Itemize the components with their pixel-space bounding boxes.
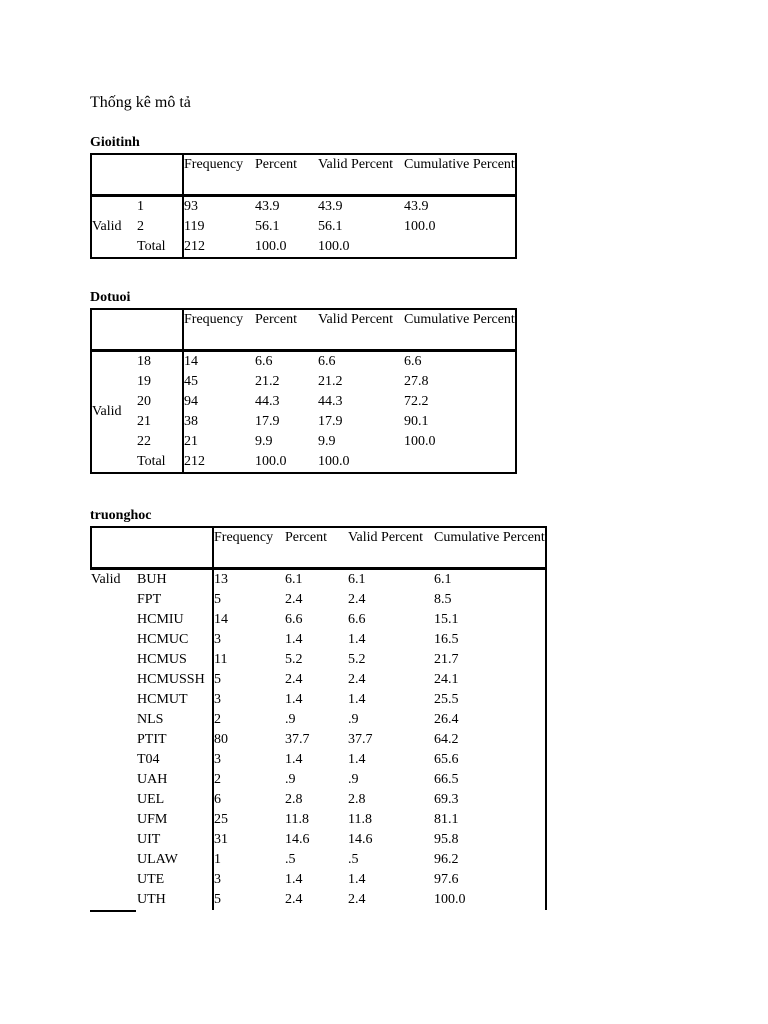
table-row-total bbox=[91, 452, 516, 473]
frequency-table-gioitinh bbox=[90, 153, 517, 259]
table-row bbox=[91, 670, 546, 690]
cell-percent: 1.4 bbox=[285, 692, 303, 707]
header-frequency: Frequency bbox=[183, 154, 255, 196]
cell-frequency: 13 bbox=[213, 569, 285, 591]
table-row bbox=[91, 610, 546, 630]
row-label: 2 bbox=[137, 219, 144, 234]
table-row bbox=[91, 850, 546, 870]
cell-frequency: 212 bbox=[183, 452, 255, 473]
table-row bbox=[91, 730, 546, 750]
header-valid-percent: Valid Percent bbox=[348, 527, 434, 569]
cell-cumulative-percent: 64.2 bbox=[434, 732, 459, 747]
cell-percent: 56.1 bbox=[255, 219, 280, 234]
cell-cumulative-percent: 8.5 bbox=[434, 592, 452, 607]
cell-cumulative-percent: 81.1 bbox=[434, 812, 459, 827]
table-header-row bbox=[91, 309, 516, 351]
table-row bbox=[91, 217, 516, 237]
row-label: Total bbox=[137, 239, 166, 254]
cell-percent: .9 bbox=[285, 772, 296, 787]
cell-frequency: 11 bbox=[213, 650, 285, 670]
cell-frequency: 14 bbox=[183, 351, 255, 373]
header-cumulative-percent: Cumulative Percent bbox=[434, 527, 546, 569]
cell-percent: 6.1 bbox=[285, 572, 303, 587]
cell-cumulative-percent: 25.5 bbox=[434, 692, 459, 707]
cell-cumulative-percent: 72.2 bbox=[404, 394, 429, 409]
cell-cumulative-percent: 27.8 bbox=[404, 374, 429, 389]
row-label: UIT bbox=[137, 832, 161, 847]
cell-cumulative-percent: 97.6 bbox=[434, 872, 459, 887]
table-row bbox=[91, 810, 546, 830]
cell-percent: 2.4 bbox=[285, 592, 303, 607]
cell-cumulative-percent: 6.6 bbox=[404, 354, 422, 369]
row-label: HCMUSSH bbox=[137, 672, 205, 687]
cell-frequency: 3 bbox=[213, 750, 285, 770]
cell-cumulative-percent bbox=[404, 452, 516, 473]
table-title-gioitinh: Gioitinh bbox=[90, 135, 140, 150]
row-label: NLS bbox=[137, 712, 164, 727]
table-row bbox=[91, 569, 546, 591]
cell-valid-percent: 1.4 bbox=[348, 692, 366, 707]
cell-cumulative-percent: 26.4 bbox=[434, 712, 459, 727]
cell-frequency: 3 bbox=[213, 870, 285, 890]
cell-percent: 1.4 bbox=[285, 872, 303, 887]
table-row bbox=[91, 372, 516, 392]
cell-frequency: 14 bbox=[213, 610, 285, 630]
table-row bbox=[91, 590, 546, 610]
table-row bbox=[91, 870, 546, 890]
cell-percent: 43.9 bbox=[255, 199, 280, 214]
row-label: T04 bbox=[137, 752, 160, 767]
cell-cumulative-percent: 16.5 bbox=[434, 632, 459, 647]
group-label: Valid bbox=[92, 404, 122, 419]
row-label: 22 bbox=[137, 434, 151, 449]
cell-valid-percent: 17.9 bbox=[318, 414, 343, 429]
cell-valid-percent: 9.9 bbox=[318, 434, 336, 449]
cell-valid-percent: 37.7 bbox=[348, 732, 373, 747]
row-label: UAH bbox=[137, 772, 168, 787]
cell-valid-percent: 1.4 bbox=[348, 752, 366, 767]
cell-cumulative-percent: 21.7 bbox=[434, 652, 459, 667]
cell-cumulative-percent: 100.0 bbox=[434, 892, 466, 907]
cell-percent: 100.0 bbox=[255, 454, 287, 469]
row-label: UFM bbox=[137, 812, 168, 827]
group-label: Valid bbox=[92, 219, 122, 234]
table-title-truonghoc: truonghoc bbox=[90, 508, 152, 523]
cell-cumulative-percent: 90.1 bbox=[404, 414, 429, 429]
cell-valid-percent: 100.0 bbox=[318, 454, 350, 469]
table-row bbox=[91, 790, 546, 810]
cell-valid-percent: 43.9 bbox=[318, 199, 343, 214]
row-label: ULAW bbox=[137, 852, 178, 867]
cell-frequency: 25 bbox=[213, 810, 285, 830]
table-row bbox=[91, 630, 546, 650]
header-valid-percent: Valid Percent bbox=[318, 154, 404, 196]
cell-frequency: 2 bbox=[213, 710, 285, 730]
table-row bbox=[91, 750, 546, 770]
table-title-dotuoi: Dotuoi bbox=[90, 290, 131, 305]
cell-valid-percent: 1.4 bbox=[348, 872, 366, 887]
cell-frequency: 93 bbox=[183, 196, 255, 218]
row-label: UTE bbox=[137, 872, 165, 887]
cell-valid-percent: 11.8 bbox=[348, 812, 372, 827]
cell-valid-percent: 2.4 bbox=[348, 672, 366, 687]
cell-frequency: 3 bbox=[213, 690, 285, 710]
cell-cumulative-percent: 6.1 bbox=[434, 572, 452, 587]
cell-percent: 5.2 bbox=[285, 652, 303, 667]
cell-valid-percent: 1.4 bbox=[348, 632, 366, 647]
cell-percent: .9 bbox=[285, 712, 296, 727]
header-percent: Percent bbox=[285, 527, 348, 569]
cell-frequency: 5 bbox=[213, 590, 285, 610]
header-cumulative-percent: Cumulative Percent bbox=[404, 309, 516, 351]
cell-percent: 1.4 bbox=[285, 752, 303, 767]
cell-cumulative-percent: 95.8 bbox=[434, 832, 459, 847]
table-header-row bbox=[91, 527, 546, 569]
row-label: 20 bbox=[137, 394, 151, 409]
header-blank bbox=[91, 309, 183, 351]
row-label: HCMIU bbox=[137, 612, 184, 627]
cell-frequency: 3 bbox=[213, 630, 285, 650]
cell-percent: 21.2 bbox=[255, 374, 280, 389]
cell-percent: 37.7 bbox=[285, 732, 310, 747]
cell-frequency: 1 bbox=[213, 850, 285, 870]
cell-percent: 9.9 bbox=[255, 434, 273, 449]
cell-frequency: 45 bbox=[183, 372, 255, 392]
document-title: Thống kê mô tả bbox=[90, 94, 191, 111]
cell-cumulative-percent: 43.9 bbox=[404, 199, 429, 214]
row-label: FPT bbox=[137, 592, 162, 607]
cell-valid-percent: 6.1 bbox=[348, 572, 366, 587]
cell-valid-percent: .9 bbox=[348, 712, 359, 727]
cell-percent: 17.9 bbox=[255, 414, 280, 429]
row-label: HCMUC bbox=[137, 632, 189, 647]
cell-valid-percent: .5 bbox=[348, 852, 359, 867]
cell-cumulative-percent: 65.6 bbox=[434, 752, 459, 767]
cell-cumulative-percent: 100.0 bbox=[404, 434, 436, 449]
row-label: 21 bbox=[137, 414, 151, 429]
row-label: HCMUS bbox=[137, 652, 187, 667]
cell-percent: 2.4 bbox=[285, 892, 303, 907]
frequency-table-dotuoi bbox=[90, 308, 517, 474]
table-row bbox=[91, 710, 546, 730]
cell-frequency: 5 bbox=[213, 890, 285, 910]
row-label: BUH bbox=[137, 572, 167, 587]
cell-cumulative-percent: 66.5 bbox=[434, 772, 459, 787]
header-percent: Percent bbox=[255, 154, 318, 196]
cell-percent: .5 bbox=[285, 852, 296, 867]
header-percent: Percent bbox=[255, 309, 318, 351]
row-label: Total bbox=[137, 454, 166, 469]
cell-frequency: 31 bbox=[213, 830, 285, 850]
cell-percent: 6.6 bbox=[255, 354, 273, 369]
cell-frequency: 80 bbox=[213, 730, 285, 750]
table-row bbox=[91, 650, 546, 670]
cell-frequency: 94 bbox=[183, 392, 255, 412]
header-blank bbox=[91, 154, 183, 196]
header-valid-percent: Valid Percent bbox=[318, 309, 404, 351]
cell-percent: 11.8 bbox=[285, 812, 309, 827]
table-row bbox=[91, 770, 546, 790]
table-row bbox=[91, 196, 516, 218]
cell-valid-percent: 5.2 bbox=[348, 652, 366, 667]
cell-frequency: 2 bbox=[213, 770, 285, 790]
cell-valid-percent: 14.6 bbox=[348, 832, 373, 847]
cell-valid-percent: 21.2 bbox=[318, 374, 343, 389]
cell-valid-percent: 44.3 bbox=[318, 394, 343, 409]
cell-percent: 2.4 bbox=[285, 672, 303, 687]
header-frequency: Frequency bbox=[183, 309, 255, 351]
header-blank bbox=[91, 527, 213, 569]
row-label: 18 bbox=[137, 354, 151, 369]
cell-valid-percent: 2.4 bbox=[348, 892, 366, 907]
row-label: 1 bbox=[137, 199, 144, 214]
table-row bbox=[91, 690, 546, 710]
cell-cumulative-percent: 15.1 bbox=[434, 612, 459, 627]
frequency-table-truonghoc bbox=[90, 526, 547, 910]
cell-valid-percent: 6.6 bbox=[348, 612, 366, 627]
cell-cumulative-percent: 96.2 bbox=[434, 852, 459, 867]
table-bottom-rule bbox=[90, 910, 136, 912]
cell-percent: 100.0 bbox=[255, 239, 287, 254]
table-row bbox=[91, 351, 516, 373]
cell-cumulative-percent: 100.0 bbox=[404, 219, 436, 234]
header-cumulative-percent: Cumulative Percent bbox=[404, 154, 516, 196]
cell-percent: 6.6 bbox=[285, 612, 303, 627]
row-label: UEL bbox=[137, 792, 165, 807]
cell-frequency: 21 bbox=[183, 432, 255, 452]
cell-valid-percent: 2.4 bbox=[348, 592, 366, 607]
row-label: 19 bbox=[137, 374, 151, 389]
table-row bbox=[91, 830, 546, 850]
table-row bbox=[91, 412, 516, 432]
cell-valid-percent: 56.1 bbox=[318, 219, 343, 234]
table-row-total bbox=[91, 237, 516, 258]
table-row bbox=[91, 432, 516, 452]
cell-valid-percent: 6.6 bbox=[318, 354, 336, 369]
row-label: PTIT bbox=[137, 732, 167, 747]
header-frequency: Frequency bbox=[213, 527, 285, 569]
cell-frequency: 38 bbox=[183, 412, 255, 432]
table-row bbox=[91, 890, 546, 910]
cell-percent: 14.6 bbox=[285, 832, 310, 847]
cell-cumulative-percent: 69.3 bbox=[434, 792, 459, 807]
cell-cumulative-percent: 24.1 bbox=[434, 672, 459, 687]
cell-percent: 44.3 bbox=[255, 394, 280, 409]
cell-valid-percent: .9 bbox=[348, 772, 359, 787]
table-header-row bbox=[91, 154, 516, 196]
cell-cumulative-percent bbox=[404, 237, 516, 258]
cell-frequency: 212 bbox=[183, 237, 255, 258]
group-label: Valid bbox=[91, 572, 121, 587]
table-row bbox=[91, 392, 516, 412]
cell-valid-percent: 2.8 bbox=[348, 792, 366, 807]
cell-percent: 2.8 bbox=[285, 792, 303, 807]
cell-percent: 1.4 bbox=[285, 632, 303, 647]
cell-frequency: 5 bbox=[213, 670, 285, 690]
cell-valid-percent: 100.0 bbox=[318, 239, 350, 254]
row-label: UTH bbox=[137, 892, 166, 907]
cell-frequency: 119 bbox=[183, 217, 255, 237]
row-label: HCMUT bbox=[137, 692, 188, 707]
cell-frequency: 6 bbox=[213, 790, 285, 810]
